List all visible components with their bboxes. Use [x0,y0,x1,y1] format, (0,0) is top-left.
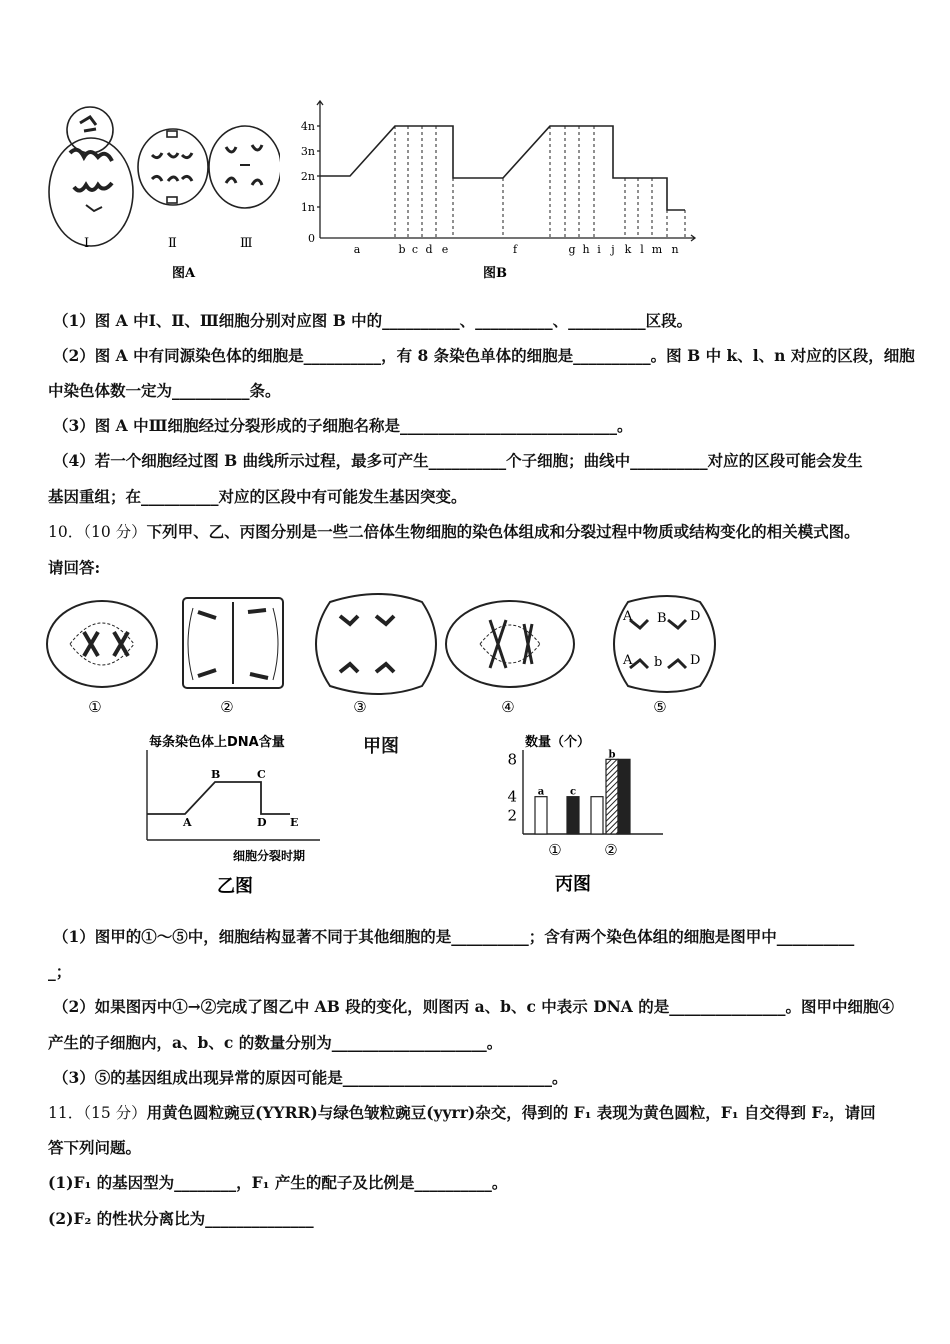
fig-b-xtick: b [398,243,406,256]
q9-part2-line2: 中染色体数一定为__________条。 [48,381,281,400]
cell-2 [138,129,208,205]
q10-part1-line2: _； [48,962,72,981]
yi-point-a: A [183,816,192,829]
q10-part2-line2: 产生的子细胞内，a、b、c 的数量分别为____________________。 [48,1033,503,1052]
bing-bar-b [606,759,618,834]
q9-part2-line1: （2）图 A 中有同源染色体的细胞是__________，有 8 条染色单体的细胞是__________。图 B 中 k、l、n 对应的区段，细胞 [53,346,915,365]
jia-cell-3 [316,594,436,694]
q11-stem-text: 用黄色圆粒豌豆(YYRR)与绿色皱粒豌豆(yyrr)杂交，得到的 F₁ 表现为黄色圆粒，F₁ 自交得到 F₂，请回 [146,1103,876,1122]
figure-jia-cells [40,592,720,722]
q10-stem-line2: 请回答: [48,558,101,577]
cell-number-label: ④ [501,698,515,716]
fig-b-ytick: 3n [300,145,315,158]
fig-b-xtick: k [624,243,632,256]
fig-b-xtick: e [441,243,449,256]
jia-title: 甲图 [363,736,399,757]
gene-label: A [623,653,633,668]
yi-point-d: D [257,816,267,829]
jia-cell-4 [446,601,574,687]
fig-a-label-3: Ⅲ [240,236,253,251]
q10-part3: （3）⑤的基因组成出现异常的原因可能是___________________________。 [53,1068,568,1087]
fig-b-xtick: c [411,243,419,256]
fig-b-xtick: n [671,243,679,256]
q10-stem [48,522,860,542]
gene-label: B [657,611,667,626]
q9-part1: （1）图 A 中Ⅰ、Ⅱ、Ⅲ细胞分别对应图 B 中的__________、__________、__________区段。 [53,311,693,330]
bing-bar-a [591,797,603,834]
yi-point-e: E [290,816,299,829]
gene-label: D [690,609,701,624]
q11-part2: (2)F₂ 的性状分离比为______________ [48,1209,314,1228]
figure-yi [135,730,335,900]
fig-b-caption: 图B [483,266,507,281]
fig-b-xtick: f [512,243,518,256]
q10-number: 10． [48,523,84,541]
bing-category-label: ① [548,841,562,859]
figure-a [40,95,280,285]
figure-bing [495,728,680,898]
q9-part4-line1: （4）若一个细胞经过图 B 曲线所示过程，最多可产生__________个子细胞；曲线中__________对应的区段可能会发生 [53,451,863,470]
bing-bar-a [535,797,547,834]
yi-xlabel: 细胞分裂时期 [233,849,306,863]
fig-b-ytick: 4n [300,120,315,133]
yi-point-c: C [257,768,266,781]
q10-part1-line1: （1）图甲的①～⑤中，细胞结构显著不同于其他细胞的是__________；含有两个染色体组的细胞是图甲中__________ [53,927,855,946]
cell-number-label: ① [88,698,102,716]
yi-point-b: B [211,768,221,781]
gene-label: D [690,653,701,668]
fig-b-xtick: g [568,243,576,256]
bing-bar-label: c [569,786,577,798]
bing-bar-label: b [608,749,616,761]
q11-part1: (1)F₁ 的基因型为________，F₁ 产生的配子及比例是__________。 [48,1173,508,1192]
fig-a-caption: 图A [172,266,196,281]
q11-number: 11． [48,1104,84,1122]
q10-part2-line1: （2）如果图丙中①→②完成了图乙中 AB 段的变化，则图丙 a、b、c 中表示 DNA 的是_______________。图甲中细胞④ [53,997,894,1016]
q11-score: （15 分） [83,1104,147,1122]
yi-ylabel: 每条染色体上DNA含量 [149,735,285,750]
bing-ytick: 4 [507,787,517,806]
q10-stem-text: 下列甲、乙、丙图分别是一些二倍体生物细胞的染色体组成和分裂过程中物质或结构变化的相关模式图。 [146,522,860,541]
fig-a-label-1: Ⅰ [84,236,90,251]
fig-b-ytick: 2n [300,170,315,183]
gene-label: A [623,609,633,624]
bing-category-label: ② [604,841,618,859]
bing-bar-c [618,759,630,834]
cell-number-label: ③ [353,698,367,716]
yi-curve [147,782,290,814]
fig-b-xtick: l [640,243,644,256]
cell-number-label: ② [220,698,234,716]
fig-b-xtick: a [353,243,361,256]
fig-b-ytick: 0 [308,232,315,245]
fig-b-xtick: d [425,243,433,256]
bing-ytick: 2 [507,806,517,825]
cell-3 [209,126,280,208]
bing-title: 丙图 [555,874,591,895]
cell-1 [49,107,133,246]
cell-number-label: ⑤ [653,698,667,716]
fig-b-xtick: j [611,243,615,256]
fig-b-xtick: m [651,243,663,256]
bing-ylabel: 数量（个） [525,735,591,750]
q11-stem [48,1103,876,1123]
q11-stem-line2: 答下列问题。 [48,1138,142,1157]
bing-bar-c [567,797,579,834]
q10-score: （10 分） [83,523,147,541]
fig-a-label-2: Ⅱ [168,236,177,251]
fig-b-xtick: h [582,243,590,256]
fig-b-ytick: 1n [300,201,315,214]
q9-part3: （3）图 A 中Ⅲ细胞经过分裂形成的子细胞名称是____________________________。 [53,416,633,435]
q9-part4-line2: 基因重组；在__________对应的区段中有可能发生基因突变。 [48,487,467,506]
bing-ytick: 8 [507,750,517,769]
bing-bar-label: a [537,786,545,798]
gene-label: b [654,655,663,670]
jia-cell-2 [183,598,283,688]
fig-b-xtick: i [597,243,601,256]
figure-b [295,95,705,285]
jia-cell-1 [47,601,157,687]
yi-title: 乙图 [217,876,253,897]
